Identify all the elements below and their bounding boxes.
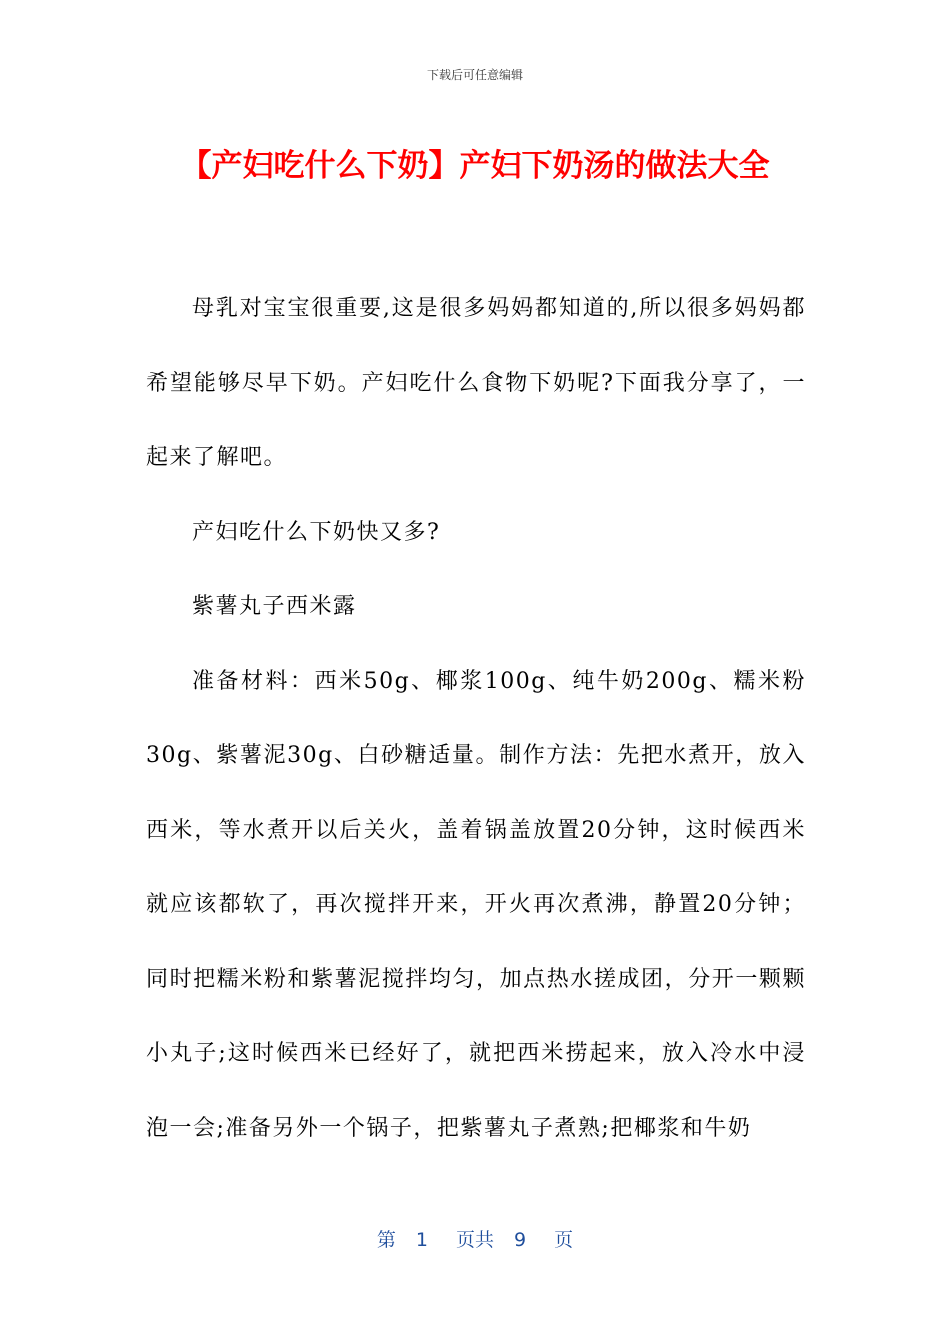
header-note: 下载后可任意编辑 bbox=[426, 68, 523, 82]
paragraph: 紫薯丸子西米露 bbox=[192, 594, 357, 619]
total-pages-number: 9 bbox=[514, 1229, 527, 1251]
footer-middle: 页共 bbox=[455, 1229, 494, 1251]
paragraph: 产妇吃什么下奶快又多? bbox=[192, 519, 441, 545]
current-page-number: 1 bbox=[415, 1229, 428, 1251]
paragraph: 母乳对宝宝很重要,这是很多妈妈都知道的,所以很多妈妈都希望能够尽早下奶。产妇吃什么食物下奶呢?下面我分享了，一起来了解吧。 bbox=[146, 296, 806, 470]
footer-suffix: 页 bbox=[554, 1229, 574, 1251]
footer-prefix: 第 bbox=[376, 1229, 396, 1251]
paragraph: 准备材料：西米50g、椰浆100g、纯牛奶200g、糯米粉30g、紫薯泥30g、白砂糖适量。制作方法：先把水煮开，放入西米，等水煮开以后关火，盖着锅盖放置20分钟，这时候西米就应该都软了，再次搅拌开来，开火再次煮沸，静置20分钟；同时把糯米粉和紫薯泥搅拌均匀，加点热水搓成团，分开一颗颗小丸子;这时候西米已经好了，就把西米捞起来，放入冷水中浸泡一会;准备另外一个锅子，把紫薯丸子煮熟;把椰浆和牛奶 bbox=[146, 668, 806, 1141]
document-title: 【产妇吃什么下奶】产妇下奶汤的做法大全 bbox=[180, 148, 770, 184]
document-body bbox=[146, 272, 806, 1166]
page-footer bbox=[0, 1225, 950, 1252]
